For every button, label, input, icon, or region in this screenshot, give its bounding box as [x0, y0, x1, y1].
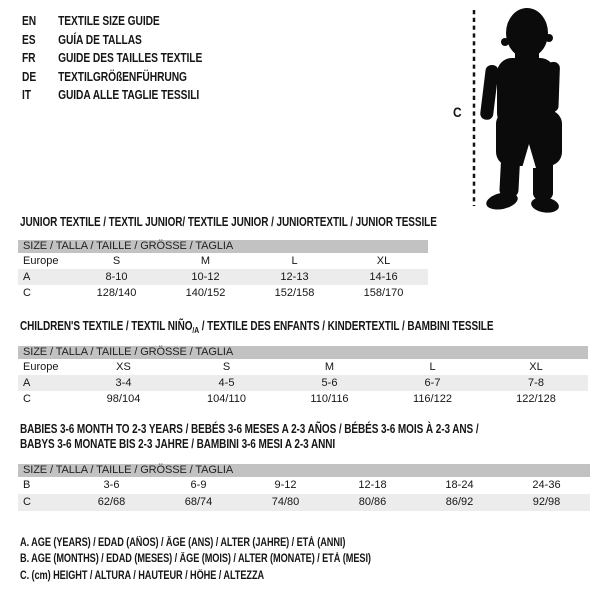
- table-cell: 74/80: [271, 496, 300, 508]
- row-label: C: [23, 393, 31, 405]
- table-cell: 12-18: [358, 479, 387, 491]
- table-cell: 128/140: [96, 287, 137, 299]
- language-code: ES: [22, 32, 36, 47]
- table-cell: 62/68: [97, 496, 126, 508]
- size-header-bar: SIZE / TALLA / TAILLE / GRÖSSE / TAGLIA: [18, 346, 588, 359]
- table-cell: 98/104: [106, 393, 141, 405]
- table-cell: 14-16: [369, 271, 398, 283]
- table-cell: 80/86: [358, 496, 387, 508]
- children-table-title: [20, 319, 600, 335]
- table-cell: 5-6: [321, 377, 338, 389]
- baby-figure: [460, 4, 572, 216]
- language-title: GUÍA DE TALLAS: [58, 32, 142, 47]
- language-row: [22, 49, 202, 68]
- baby-silhouette-icon: [460, 4, 572, 216]
- height-measure-label: C: [453, 104, 462, 120]
- table-cell: 104/110: [207, 393, 246, 405]
- table-cell: XS: [116, 361, 131, 373]
- junior-table-title: [20, 215, 541, 231]
- babies-size-table: [18, 464, 590, 511]
- table-cell: 3-6: [103, 479, 120, 491]
- table-row: [18, 375, 588, 391]
- table-cell: 158/170: [363, 287, 404, 299]
- language-title: TEXTILE SIZE GUIDE: [58, 14, 160, 28]
- table-row: [18, 269, 428, 285]
- size-header-bar: SIZE / TALLA / TAILLE / GRÖSSE / TAGLIA: [18, 240, 428, 253]
- table-cell: 122/128: [516, 393, 556, 405]
- table-row: [18, 391, 588, 407]
- language-code: IT: [22, 88, 31, 103]
- table-cell: M: [200, 255, 211, 267]
- baby-silhouette-shape: [480, 8, 562, 214]
- table-row: [18, 253, 428, 269]
- title-text: / TEXTILE DES ENFANTS / KINDERTEXTIL / BAMBINI TESSILE: [199, 319, 494, 333]
- table-cell: M: [324, 361, 335, 373]
- table-cell: 116/122: [413, 393, 452, 405]
- row-label: C: [23, 287, 31, 299]
- row-label: Europe: [23, 255, 59, 267]
- title-line-1: BABIES 3-6 MONTH TO 2-3 YEARS / BEBÉS 3-6 MESES A 2-3 AÑOS / BÉBÉS 3-6 MOIS À 2-3 ANS /: [20, 422, 479, 436]
- table-cell: 4-5: [218, 377, 235, 389]
- table-cell: 6-7: [424, 377, 441, 389]
- table-row: [18, 285, 428, 301]
- language-title: TEXTILGRÖßENFÜHRUNG: [58, 69, 187, 84]
- language-row: [22, 31, 202, 50]
- table-cell: 3-4: [115, 377, 132, 389]
- table-row: [18, 359, 588, 375]
- language-code: EN: [22, 14, 37, 28]
- table-cell: 6-9: [190, 479, 207, 491]
- note-b: B. AGE (MONTHS) / EDAD (MESES) / ÂGE (MOIS) / ALTER (MONATE) / ETÀ (MESI): [20, 553, 371, 566]
- table-cell: L: [429, 361, 436, 373]
- table-cell: S: [112, 255, 121, 267]
- table-cell: 86/92: [445, 496, 474, 508]
- table-cell: 152/158: [274, 287, 315, 299]
- table-cell: 110/116: [310, 393, 349, 405]
- note-c: C. (cm) HEIGHT / ALTURA / HAUTEUR / HÖHE / ALTEZZA: [20, 569, 265, 582]
- title-text: JUNIOR TEXTILE / TEXTIL JUNIOR/ TEXTILE JUNIOR / JUNIORTEXTIL / JUNIOR TESSILE: [20, 215, 437, 229]
- language-row: [22, 12, 202, 31]
- table-row: [18, 494, 590, 511]
- table-cell: 140/152: [185, 287, 226, 299]
- table-cell: 68/74: [184, 496, 213, 508]
- table-cell: XL: [376, 255, 391, 267]
- title-subscript: /A: [192, 325, 200, 335]
- language-row: [22, 68, 202, 87]
- babies-table-title: [20, 422, 593, 452]
- language-code: DE: [22, 69, 37, 84]
- table-cell: 92/98: [532, 496, 561, 508]
- junior-size-table: [18, 240, 428, 301]
- legend-notes: [20, 535, 459, 584]
- table-cell: XL: [529, 361, 543, 373]
- children-size-table: [18, 346, 588, 407]
- table-cell: 9-12: [274, 479, 297, 491]
- table-cell: 8-10: [105, 271, 128, 283]
- title-text: CHILDREN'S TEXTILE / TEXTIL NIÑO: [20, 319, 193, 333]
- size-header-bar: SIZE / TALLA / TAILLE / GRÖSSE / TAGLIA: [18, 464, 590, 477]
- row-label: A: [23, 377, 31, 389]
- row-label: C: [23, 496, 31, 508]
- language-code: FR: [22, 51, 36, 66]
- title-line-2: BABYS 3-6 MONATE BIS 2-3 JAHRE / BAMBINI 3-6 MESI A 2-3 ANNI: [20, 437, 336, 451]
- note-a: A. AGE (YEARS) / EDAD (AÑOS) / ÂGE (ANS) / ALTER (JAHRE) / ETÀ (ANNI): [20, 537, 346, 549]
- row-label: B: [23, 479, 31, 491]
- row-label: A: [23, 271, 31, 283]
- table-cell: 7-8: [528, 377, 544, 389]
- language-row: [22, 86, 202, 105]
- table-cell: 24-36: [532, 479, 561, 491]
- language-title: GUIDE DES TAILLES TEXTILE: [58, 51, 203, 66]
- table-cell: 10-12: [191, 271, 220, 283]
- row-label: Europe: [23, 361, 59, 373]
- table-cell: L: [291, 255, 298, 267]
- table-row: [18, 477, 590, 494]
- language-title-list: [22, 12, 242, 105]
- table-cell: 12-13: [280, 271, 309, 283]
- table-cell: S: [222, 361, 231, 373]
- language-title: GUIDA ALLE TAGLIE TESSILI: [58, 88, 200, 103]
- table-cell: 18-24: [445, 479, 474, 491]
